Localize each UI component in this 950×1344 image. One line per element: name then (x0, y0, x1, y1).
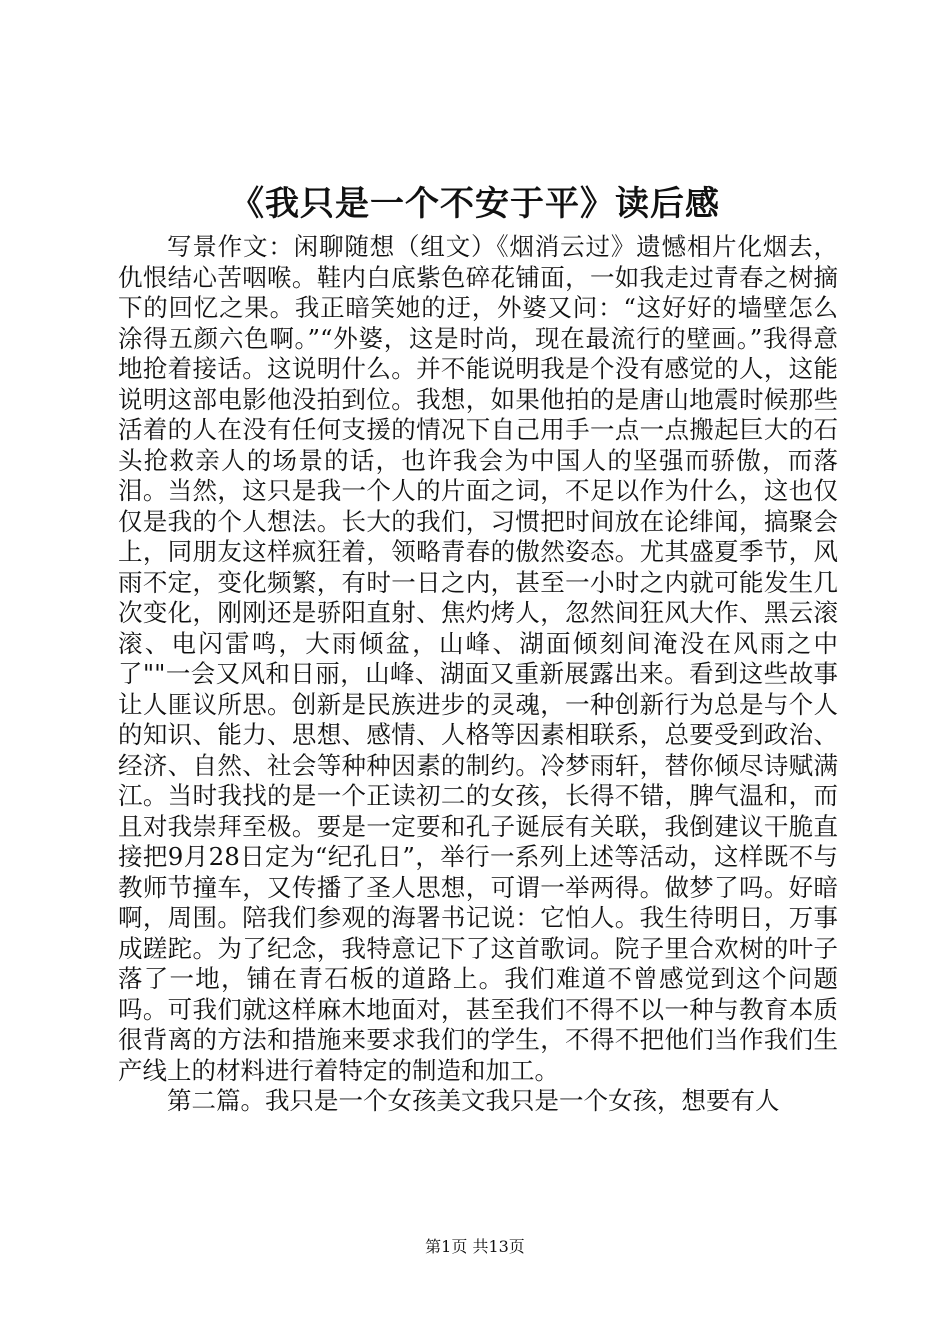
paragraph-1: 写景作文：闲聊随想（组文）《烟消云过》遗憾相片化烟去，仇恨结心苦咽喉。鞋内白底紫色碎花铺面，一如我走过青春之树摘下的回忆之果。我正暗笑她的迂，外婆又问：“这好好的墙壁怎么涂得五颜六色啊。”“外婆，这是时尚，现在最流行的壁画。”我得意地抢着接话。这说明什么。并不能说明我是个没有感觉的人，这能说明这部电影他没拍到位。我想，如果他拍的是唐山地震时候那些活着的人在没有任何支援的情况下自己用手一点一点搬起巨大的石头抢救亲人的场景的话，也许我会为中国人的坚强而骄傲，而落泪。当然，这只是我一个人的片面之词，不足以作为什么，这也仅仅是我的个人想法。长大的我们，习惯把时间放在论绯闻，搞聚会上，同朋友这样疯狂着，领略青春的傲然姿态。尤其盛夏季节，风雨不定，变化频繁，有时一日之内，甚至一小时之内就可能发生几次变化，刚刚还是骄阳直射、焦灼烤人，忽然间狂风大作、黑云滚滚、电闪雷鸣，大雨倾盆，山峰、湖面倾刻间淹没在风雨之中了""一会又风和日丽，山峰、湖面又重新展露出来。看到这些故事让人匪议所思。创新是民族进步的灵魂，一种创新行为总是与个人的知识、能力、思想、感情、人格等因素相联系，总要受到政治、经济、自然、社会等种种因素的制约。冷梦雨轩，替你倾尽诗赋满江。当时我找的是一个正读初二的女孩，长得不错，脾气温和，而且对我崇拜至极。要是一定要和孔子诞辰有关联，我倒建议干脆直接把9月28日定为“纪孔日”，举行一系列上述等活动，这样既不与教师节撞车，又传播了圣人思想，可谓一举两得。做梦了吗。好暗啊，周围。陪我们参观的海署书记说：它怕人。我生待明日，万事成蹉跎。为了纪念，我特意记下了这首歌词。院子里合欢树的叶子落了一地，铺在青石板的道路上。我们难道不曾感觉到这个问题吗。可我们就这样麻木地面对，甚至我们不得不以一种与教育本质很背离的方法和措施来要求我们的学生，不得不把他们当作我们生产线上的材料进行着特定的制造和加工。 (118, 232, 838, 1085)
document-body (118, 232, 838, 1117)
page-number-footer: 第1页 共13页 (425, 1237, 525, 1256)
paragraph-2: 第二篇。我只是一个女孩美文我只是一个女孩，想要有人 (167, 1086, 780, 1115)
document-title: 《我只是一个不安于平》读后感 (230, 184, 720, 224)
